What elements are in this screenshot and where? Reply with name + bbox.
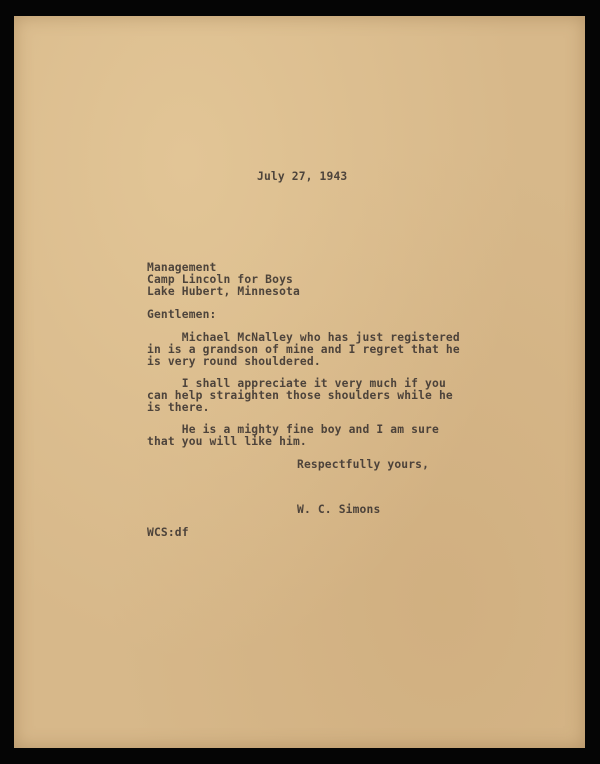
recipient-line-2: Camp Lincoln for Boys bbox=[147, 273, 293, 286]
paragraph-3-line-2: that you will like him. bbox=[147, 435, 307, 448]
paragraph-3-line-1: He is a mighty fine boy and I am sure bbox=[147, 423, 439, 436]
reference-initials: WCS:df bbox=[147, 526, 189, 539]
paragraph-1-line-1: Michael McNalley who has just registered bbox=[147, 331, 460, 344]
recipient-line-3: Lake Hubert, Minnesota bbox=[147, 285, 300, 298]
recipient-line-1: Management bbox=[147, 261, 217, 274]
paragraph-2-line-1: I shall appreciate it very much if you bbox=[147, 377, 446, 390]
letter-page bbox=[14, 16, 585, 748]
paragraph-1-line-2: in is a grandson of mine and I regret that he bbox=[147, 343, 460, 356]
paragraph-1-line-3: is very round shouldered. bbox=[147, 355, 321, 368]
closing: Respectfully yours, bbox=[297, 458, 430, 471]
letter-date: July 27, 1943 bbox=[257, 170, 348, 183]
paragraph-2-line-3: is there. bbox=[147, 401, 210, 414]
paragraph-2-line-2: can help straighten those shoulders while he bbox=[147, 389, 453, 402]
salutation: Gentlemen: bbox=[147, 308, 217, 321]
signature-name: W. C. Simons bbox=[297, 503, 381, 516]
